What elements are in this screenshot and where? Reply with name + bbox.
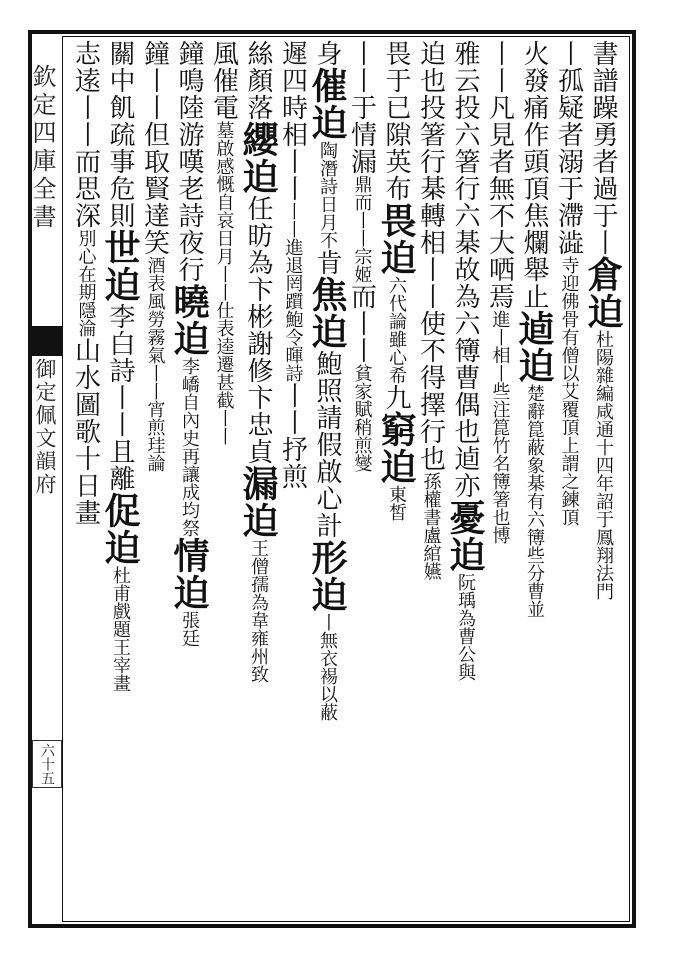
annotation-text: 別心在期隱淪 <box>75 229 97 337</box>
body-text: 肯 <box>312 249 342 276</box>
text-column <box>413 40 448 920</box>
annotation-text: 六代論雖心希 <box>386 276 407 384</box>
annotation-text: 仕表逵遷甚截丨丨 <box>213 301 235 445</box>
text-column <box>444 40 486 920</box>
text-column <box>551 40 586 920</box>
entry-headword: 迫 <box>513 347 555 384</box>
body-text: 絲顏落 <box>243 40 273 121</box>
entry-headword: 纓 <box>237 121 279 158</box>
body-text: 丨孤疑者溺于滯澁 <box>553 40 584 256</box>
annotation-text: 孫權書盧綰嬿 <box>420 472 442 580</box>
entry-headword: 憂 <box>444 499 486 536</box>
body-text: 丨丨抒煎 <box>277 382 308 490</box>
body-text: 書譜躁勇者過于丨 <box>588 40 618 256</box>
annotation-text: 楚辭箟蔽象棊有六簙些分曹並 <box>524 384 545 618</box>
entry-headword: 世 <box>99 229 141 266</box>
annotation-text: 進丨相丨些注箟竹名簙箸也博 <box>489 310 511 544</box>
body-text: 雅云投六箸行六棊故為六簙曹偶也逌亦 <box>450 40 480 499</box>
entry-headword: 迫 <box>237 158 279 195</box>
entry-headword: 迫 <box>237 502 279 539</box>
annotation-text: 阮瑀為曹公與 <box>455 573 476 681</box>
entry-headword: 形 <box>306 539 348 576</box>
annotation-text: 丨丨進退罔躓 <box>282 202 304 310</box>
text-column <box>137 40 172 920</box>
entry-headword: 迫 <box>306 104 348 141</box>
text-column <box>99 40 141 920</box>
entry-headword: 曉 <box>168 283 210 320</box>
text-column <box>513 40 555 920</box>
body-text: 風催電 <box>208 40 239 121</box>
entry-headword: 迫 <box>375 239 417 276</box>
entry-headword: 迫 <box>306 576 348 613</box>
body-text: 九 <box>381 384 411 411</box>
annotation-text: 杜甫戲題王宰畫 <box>110 566 131 692</box>
entry-headword: 催 <box>306 67 348 104</box>
entry-headword: 逌 <box>513 310 555 347</box>
body-text: 畏于已隙英布 <box>381 40 411 202</box>
entry-headword: 迫 <box>99 266 141 303</box>
annotation-text: 張廷 <box>179 611 200 647</box>
annotation-text: 杜陽雜編咸通十四年詔于鳳翔法門 <box>593 330 614 600</box>
body-text: 丨丨于情漏 <box>346 40 377 175</box>
annotation-text: 東皙 <box>386 485 407 521</box>
body-text: 而丨丨 <box>346 283 377 364</box>
body-text: 丨丨凡見者無不大哂焉 <box>484 40 515 310</box>
text-column <box>275 40 310 920</box>
annotation-text: 墓啟感慨自哀日月丨丨 <box>213 121 235 301</box>
collection-title: 欽定四庫全書 <box>28 64 56 232</box>
body-text: 身 <box>312 40 342 67</box>
text-column <box>306 40 348 920</box>
body-text: 關中飢疏事危則 <box>105 40 135 229</box>
annotation-text: 鮑令暉詩 <box>282 310 304 382</box>
text-column <box>344 40 379 920</box>
entry-headword: 畏 <box>375 202 417 239</box>
entry-headword: 漏 <box>237 465 279 502</box>
body-text: 迫也投箸行棊轉相丨丨使不得擇行也 <box>415 40 446 472</box>
entry-headword: 焦 <box>306 276 348 313</box>
body-text: 任昉為卞彬謝修卞忠貞 <box>243 195 273 465</box>
text-column <box>237 40 279 920</box>
text-column <box>375 40 417 920</box>
entry-headword: 迫 <box>168 574 210 611</box>
annotation-text: 丨無衣裼以蔽 <box>317 613 338 721</box>
entry-headword: 迫 <box>582 293 624 330</box>
body-text: 李白詩丨丨且離 <box>105 303 135 492</box>
entry-headword: 迫 <box>444 536 486 573</box>
entry-headword: 情 <box>168 537 210 574</box>
annotation-text: 寺迎佛骨有僧以艾覆頂上謂之鍊頂 <box>558 256 580 526</box>
book-title: 御定佩文韻府 <box>33 358 57 496</box>
fish-tail-mark <box>30 326 62 356</box>
body-text: 鮑照請假啟心計 <box>312 350 342 539</box>
text-column <box>582 40 624 920</box>
body-text: 遲四時相丨丨 <box>277 40 308 202</box>
annotation-text: 酒表風勞霧氣丨丨宵煎 <box>144 256 166 436</box>
entry-headword: 促 <box>99 492 141 529</box>
body-text: 鐘鳴陸游嘆老詩夜行 <box>174 40 204 283</box>
annotation-text: 陶潛詩日月不 <box>317 141 338 249</box>
text-column <box>482 40 517 920</box>
text-column <box>68 40 103 920</box>
annotation-text: 王僧孺為韋雍州致 <box>248 539 269 683</box>
body-text: 火發痛作頭頂焦爛舉止 <box>519 40 549 310</box>
entry-headword: 迫 <box>168 320 210 357</box>
annotation-text: 李嶠自內史再讓成均祭 <box>179 357 200 537</box>
entry-headword: 窮 <box>375 411 417 448</box>
annotation-text: 貧家賦稍煎燮 <box>351 364 373 472</box>
page-margin <box>30 34 62 924</box>
body-text: 志逺丨丨而思深 <box>70 40 101 229</box>
annotation-text: 珪論 <box>144 436 166 472</box>
text-column <box>168 40 210 920</box>
body-text: 鐘丨丨但取賢達笑 <box>139 40 170 256</box>
entry-headword: 迫 <box>306 313 348 350</box>
page-number: 六十五 <box>32 740 62 788</box>
text-column <box>206 40 241 920</box>
entry-headword: 迫 <box>99 529 141 566</box>
annotation-text: 鼎而丨丨宗姬 <box>351 175 373 283</box>
entry-headword: 倉 <box>582 256 624 293</box>
body-text: 山水圖歌十日畫 <box>70 337 101 526</box>
entry-headword: 迫 <box>375 448 417 485</box>
